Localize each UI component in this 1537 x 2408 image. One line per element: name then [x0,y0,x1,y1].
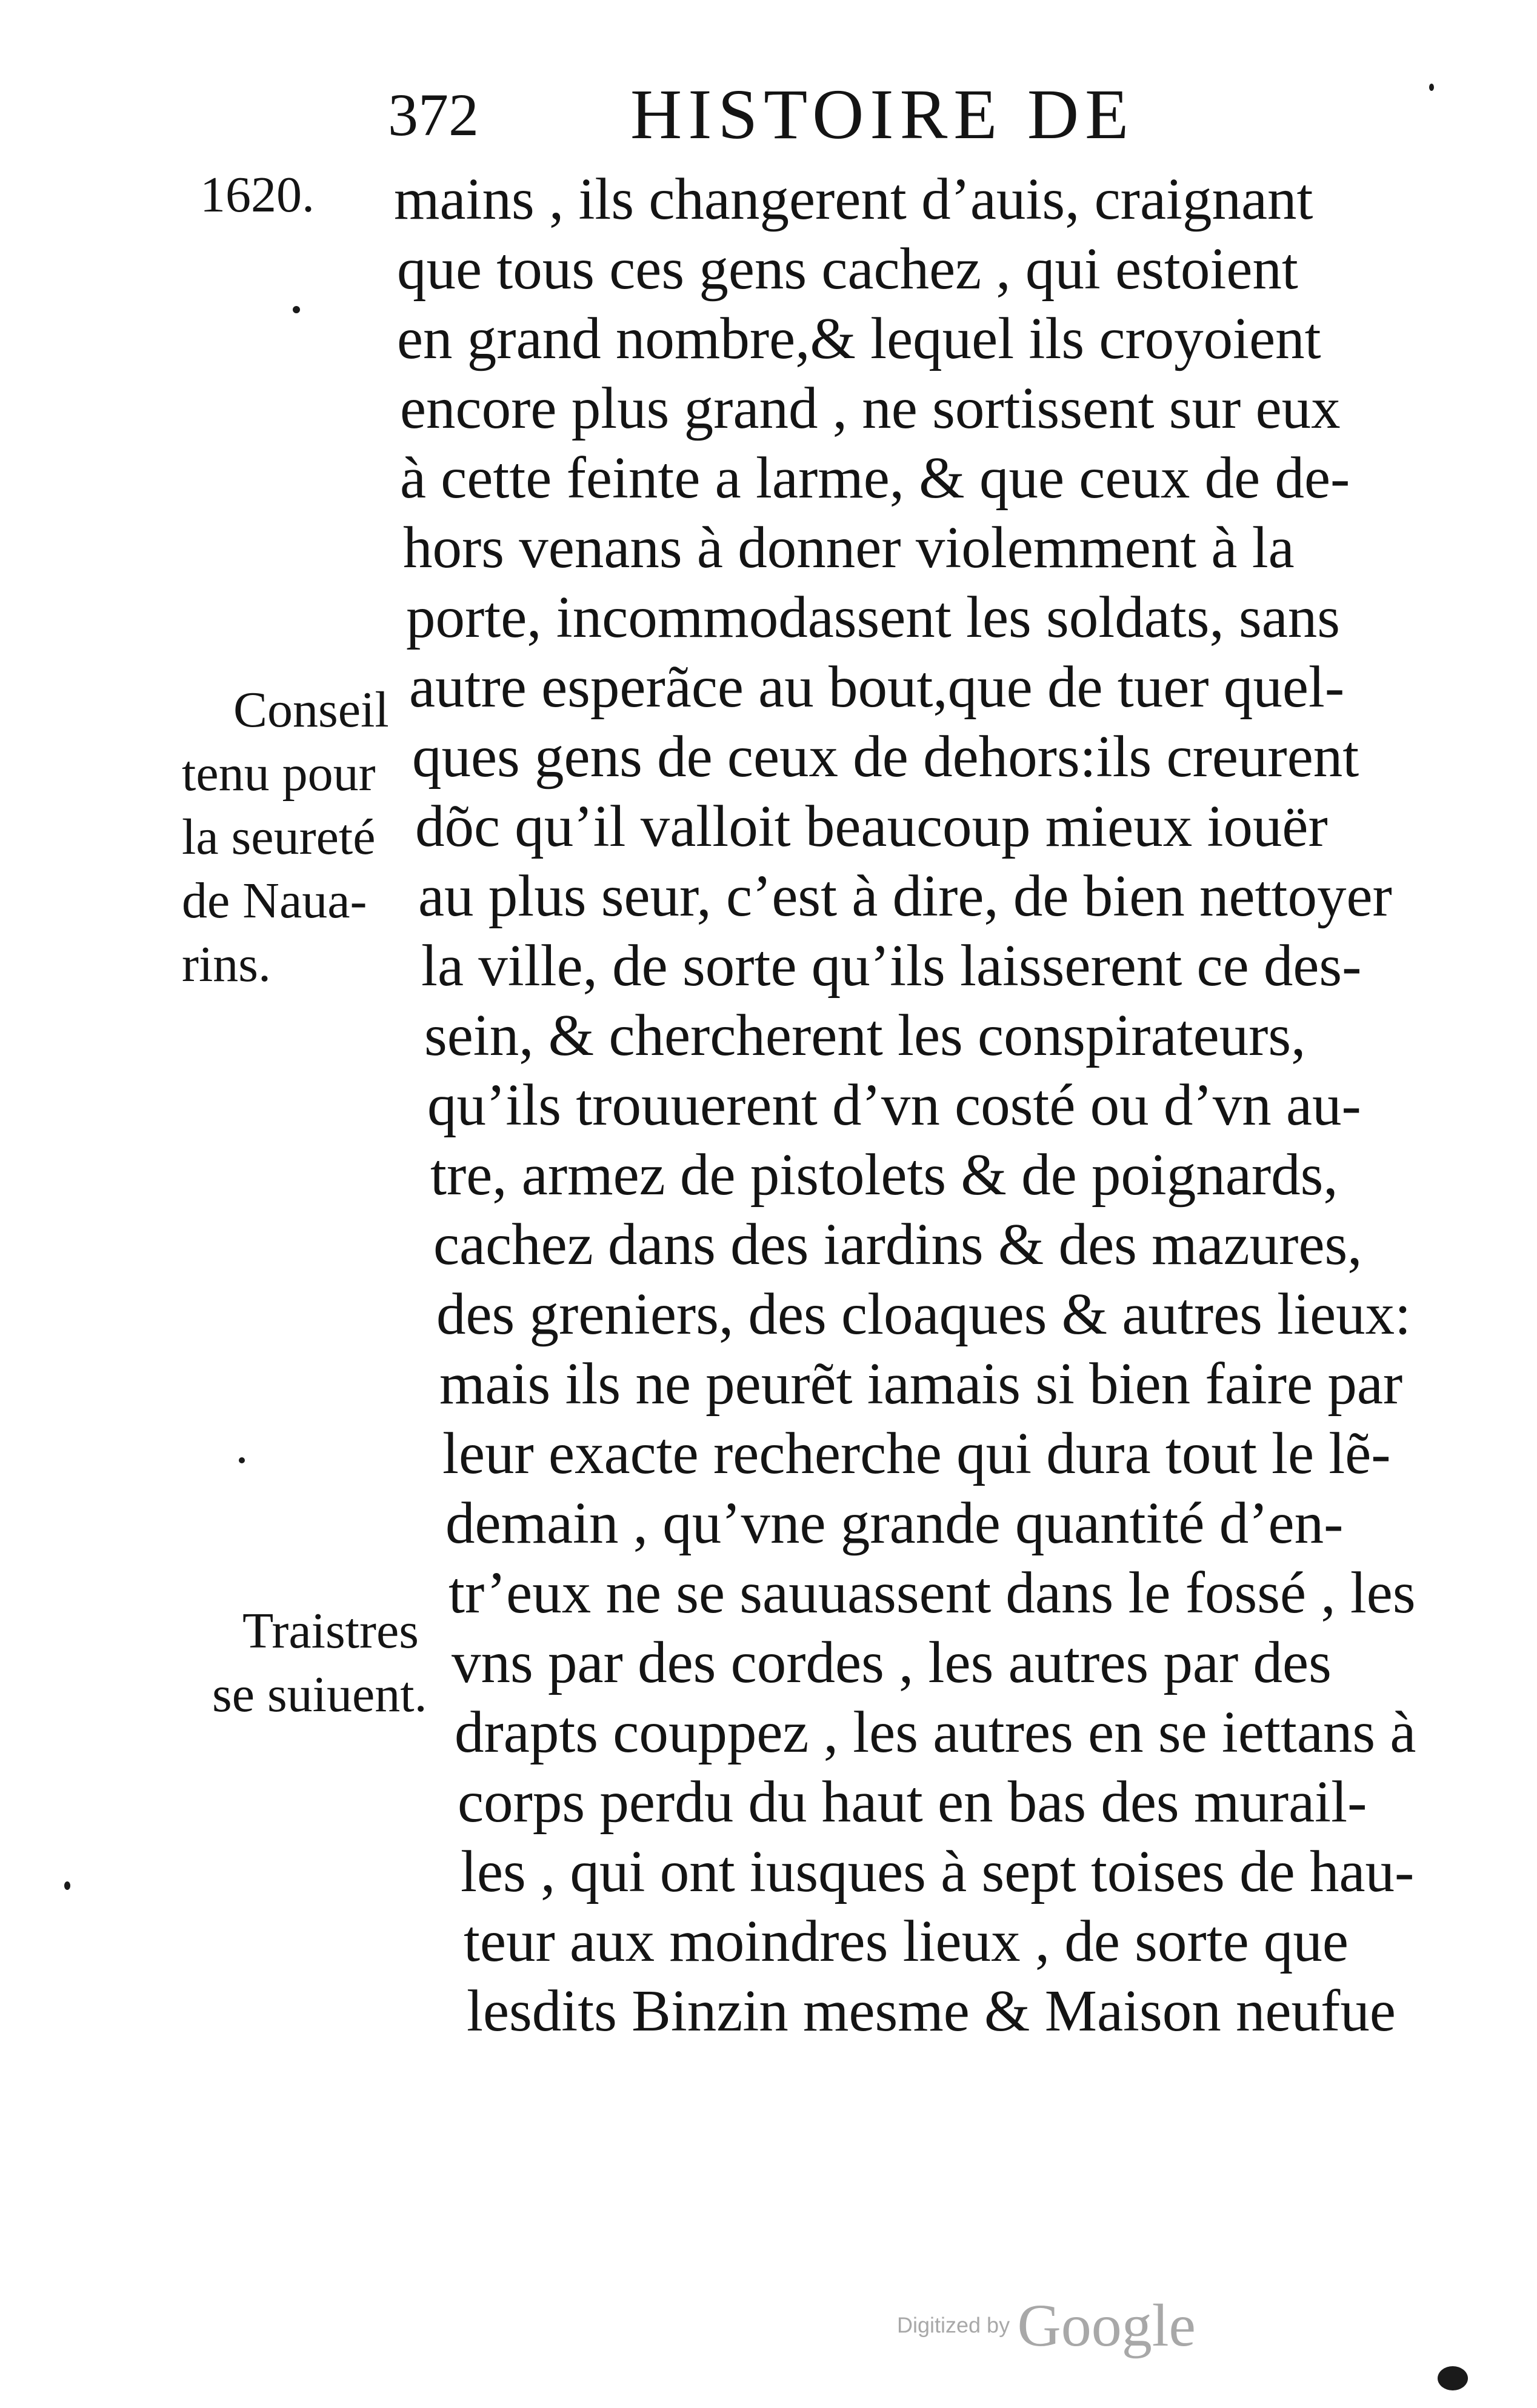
text-line: sein, & chercherent les conspirateurs, [424,1003,1306,1068]
text-line: corps perdu du haut en bas des murail- [458,1769,1367,1834]
text-line: en grand nombre,& lequel ils croyoient [397,306,1321,371]
watermark-prefix: Digitized by [897,2312,1010,2338]
text-line: lesdits Binzin mesme & Maison neufue [467,1978,1396,2043]
margin-note-line: se suiuent. [212,1666,427,1723]
text-line: dõc qu’il valloit beaucoup mieux iouër [415,794,1328,859]
text-line: hors venans à donner violemment à la [403,515,1295,580]
text-line: drapts couppez , les autres en se iettans à [455,1700,1416,1764]
ink-speck [293,306,300,313]
text-line: porte, incommodassent les soldats, sans [406,585,1341,650]
page-number: 372 [388,81,479,148]
text-line: cachez dans des iardins & des mazures, [433,1212,1362,1277]
ink-speck [1429,84,1434,91]
text-line: teur aux moindres lieux , de sorte que [464,1909,1349,1974]
margin-year: 1620. [200,167,315,223]
margin-note-line: rins. [182,936,271,993]
text-line: leur exacte recherche qui dura tout le lẽ- [442,1421,1391,1486]
text-line: ques gens de ceux de dehors:ils creurent [412,724,1359,789]
text-line: mais ils ne peurẽt iamais si bien faire par [439,1351,1403,1416]
running-title: HISTOIRE DE [630,75,1135,154]
google-logo: Google [1017,2292,1196,2359]
text-line: vns par des cordes , les autres par des [452,1630,1332,1695]
text-line: des greniers, des cloaques & autres lieux: [436,1282,1412,1346]
digitized-watermark [897,2290,1196,2360]
text-line: mains , ils changerent d’auis, craignant [394,167,1313,231]
text-line: les , qui ont iusques à sept toises de hau- [461,1839,1415,1904]
text-line: tr’eux ne se sauuassent dans le fossé , les [448,1560,1416,1625]
ink-speck [64,1881,70,1890]
text-line: demain , qu’vne grande quantité d’en- [445,1491,1344,1555]
ink-speck [1438,2366,1468,2390]
margin-note-line: de Naua- [182,873,367,929]
margin-note-line: tenu pour [182,745,376,802]
text-line: qu’ils trouuerent d’vn costé ou d’vn au- [427,1073,1361,1137]
margin-note-line: Traistres [242,1603,419,1659]
text-line: au plus seur, c’est à dire, de bien nettoyer [418,863,1392,928]
text-line: la ville, de sorte qu’ils laisserent ce des- [421,933,1362,998]
text-line: autre esperãce au bout,que de tuer quel- [409,654,1345,719]
margin-note-line: Conseil [233,682,389,738]
text-line: tre, armez de pistolets & de poignards, [430,1142,1338,1207]
text-line: encore plus grand , ne sortissent sur eux [400,376,1341,441]
text-line: que tous ces gens cachez , qui estoient [397,236,1298,301]
margin-note-line: la seureté [182,809,376,865]
text-line: à cette feinte a larme, & que ceux de de- [400,445,1350,510]
ink-speck [239,1457,245,1463]
